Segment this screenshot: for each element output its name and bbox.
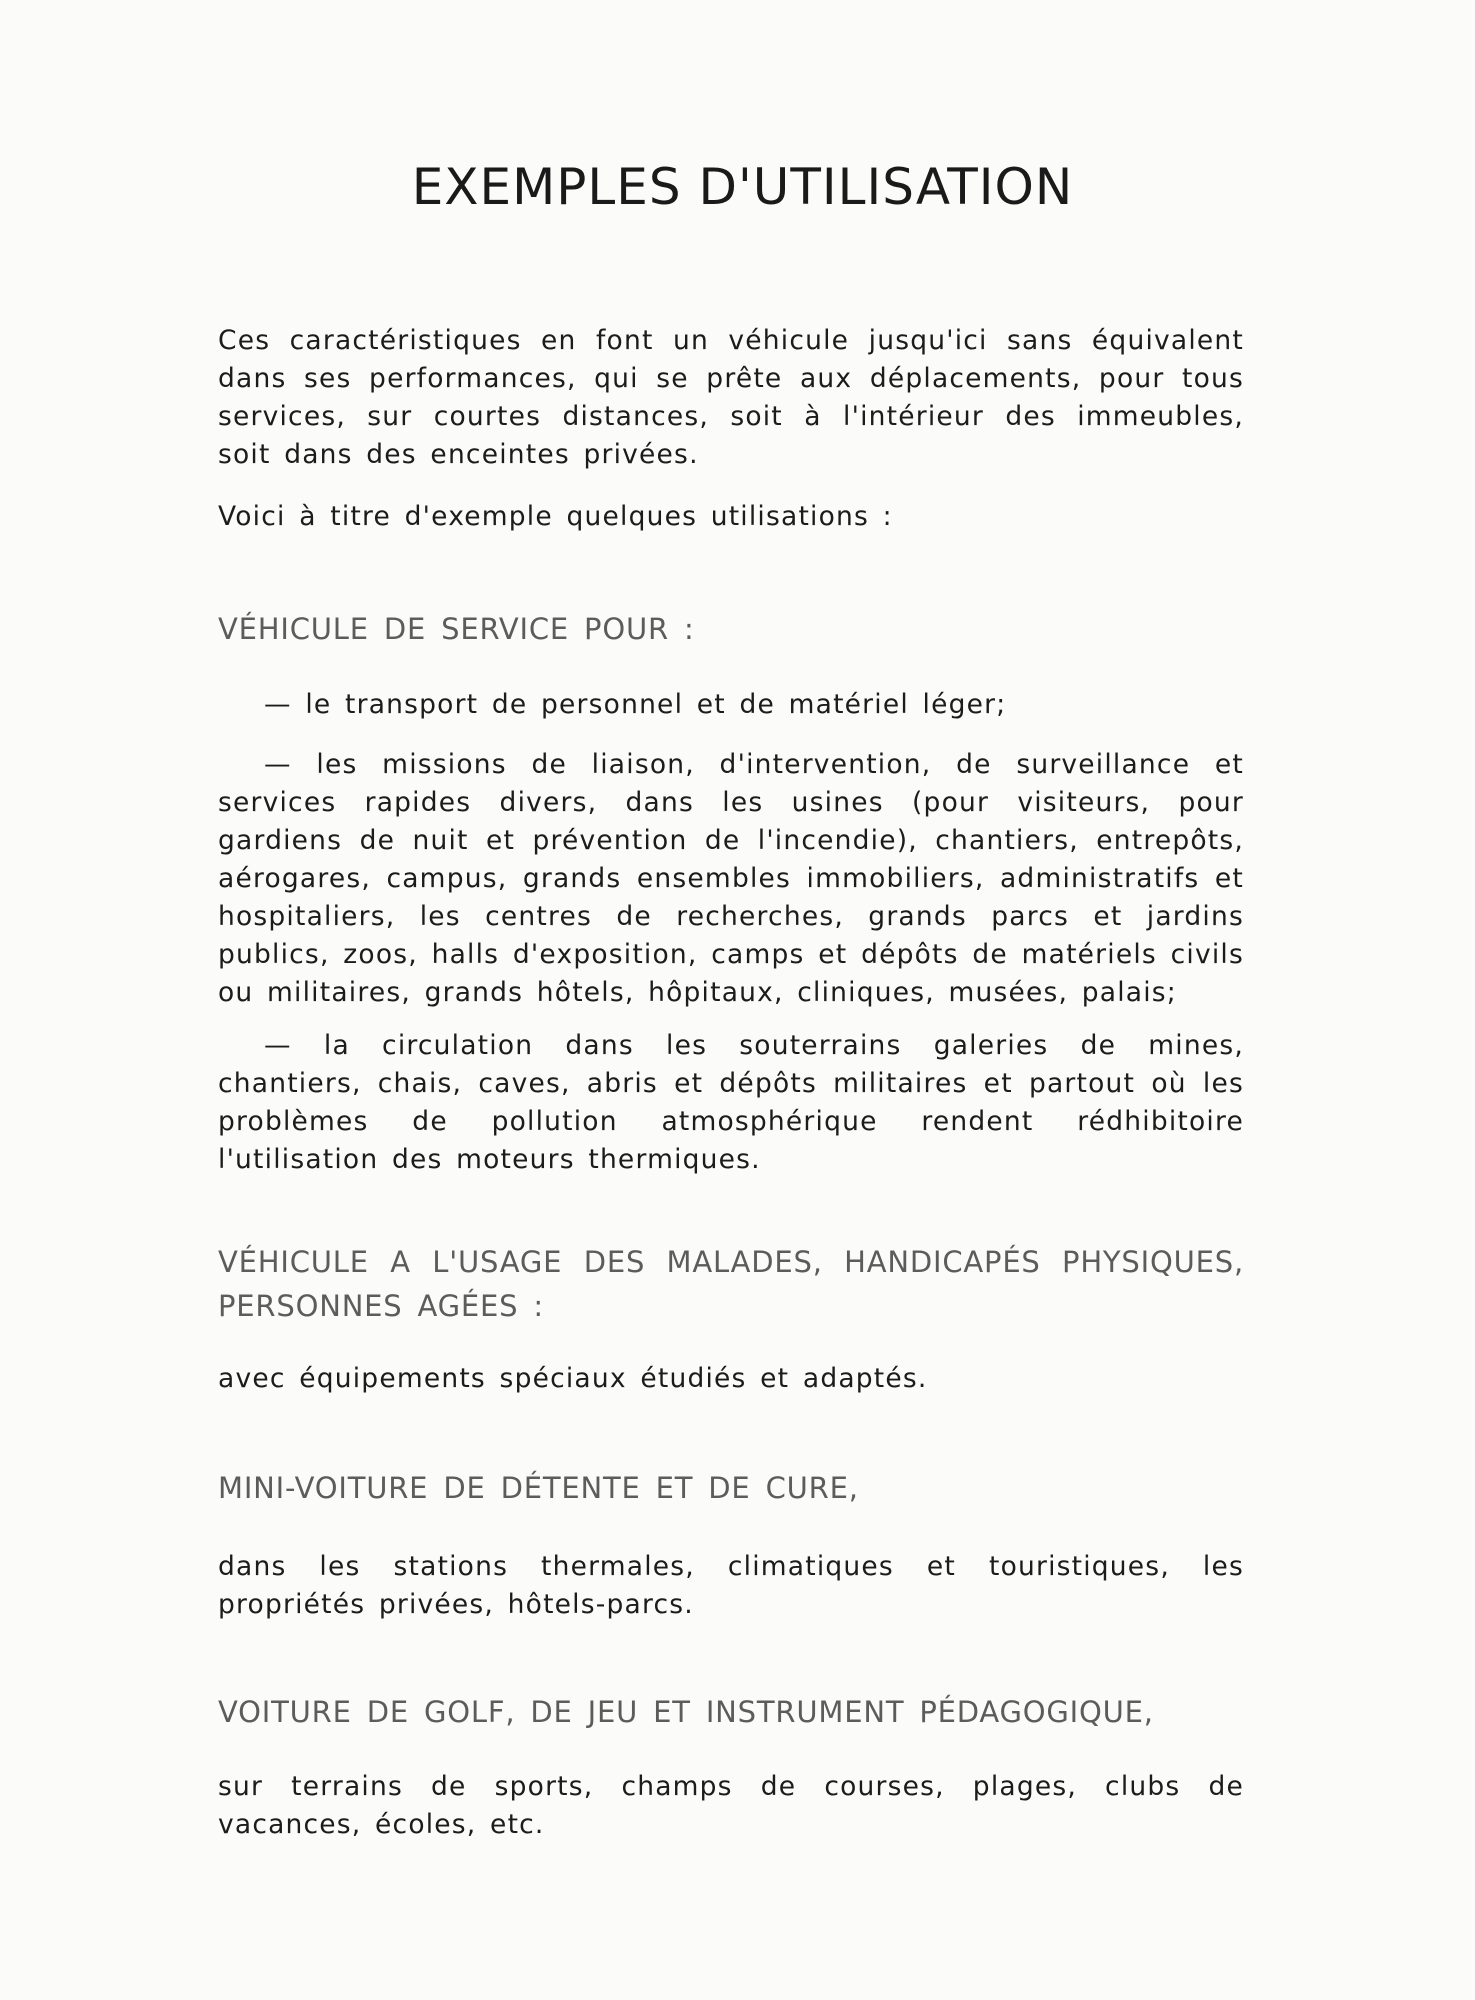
- section-heading-detente: MINI-VOITURE DE DÉTENTE ET DE CURE,: [218, 1471, 859, 1505]
- intro-paragraph: Ces caractéristiques en font un véhicule jusqu'ici sans équivalent dans ses performances, qui se prête aux déplacements, pour tous services, sur courtes distances, soit à l'intérieur des immeubles, soit dans des enceintes privées.: [218, 325, 1244, 470]
- section-heading-golf: VOITURE DE GOLF, DE JEU ET INSTRUMENT PÉDAGOGIQUE,: [218, 1695, 1154, 1729]
- detente-text: dans les stations thermales, climatiques et touristiques, les propriétés privées, hôtels-parcs.: [218, 1551, 1244, 1620]
- section-golf: [218, 1690, 1244, 1734]
- golf-text-block: [218, 1768, 1244, 1844]
- intro-block: [218, 322, 1244, 474]
- section-service: [218, 607, 1244, 651]
- golf-text: sur terrains de sports, champs de courses, plages, clubs de vacances, écoles, etc.: [218, 1771, 1244, 1840]
- section-heading-service: VÉHICULE DE SERVICE POUR :: [218, 612, 695, 646]
- service-item-3: — la circulation dans les souterrains galeries de mines, chantiers, chais, caves, abris et dépôts militaires et partout où les problèmes de pollution atmosphérique rendent rédhibitoire l'utilisation des moteurs thermiques.: [218, 1030, 1244, 1175]
- intro-lead-paragraph: Voici à titre d'exemple quelques utilisations :: [218, 501, 893, 532]
- service-item-2-block: [218, 746, 1244, 1012]
- section-malades: [218, 1240, 1244, 1328]
- service-item-1: — le transport de personnel et de matériel léger;: [264, 689, 1007, 720]
- section-detente: [218, 1466, 1244, 1510]
- service-item-3-block: [218, 1027, 1244, 1179]
- malades-text-block: [218, 1360, 1244, 1398]
- service-item-1-block: [218, 686, 1244, 724]
- service-item-2: — les missions de liaison, d'intervention, de surveillance et services rapides divers, dans les usines (pour visiteurs, pour gardiens de nuit et prévention de l'incendie), chantiers, entrepôts, aérogares, campus, grands ensembles immobiliers, administratifs et hospitaliers, les centres de recherches, grands parcs et jardins publics, zoos, halls d'exposition, camps et dépôts de matériels civils ou militaires, grands hôtels, hôpitaux, cliniques, musées, palais;: [218, 749, 1244, 1008]
- section-heading-malades: VÉHICULE A L'USAGE DES MALADES, HANDICAPÉS PHYSIQUES, PERSONNES AGÉES :: [218, 1245, 1244, 1323]
- malades-text: avec équipements spéciaux étudiés et adaptés.: [218, 1363, 928, 1394]
- page-title: EXEMPLES D'UTILISATION: [411, 158, 1074, 216]
- detente-text-block: [218, 1548, 1244, 1624]
- intro-lead: [218, 498, 1244, 536]
